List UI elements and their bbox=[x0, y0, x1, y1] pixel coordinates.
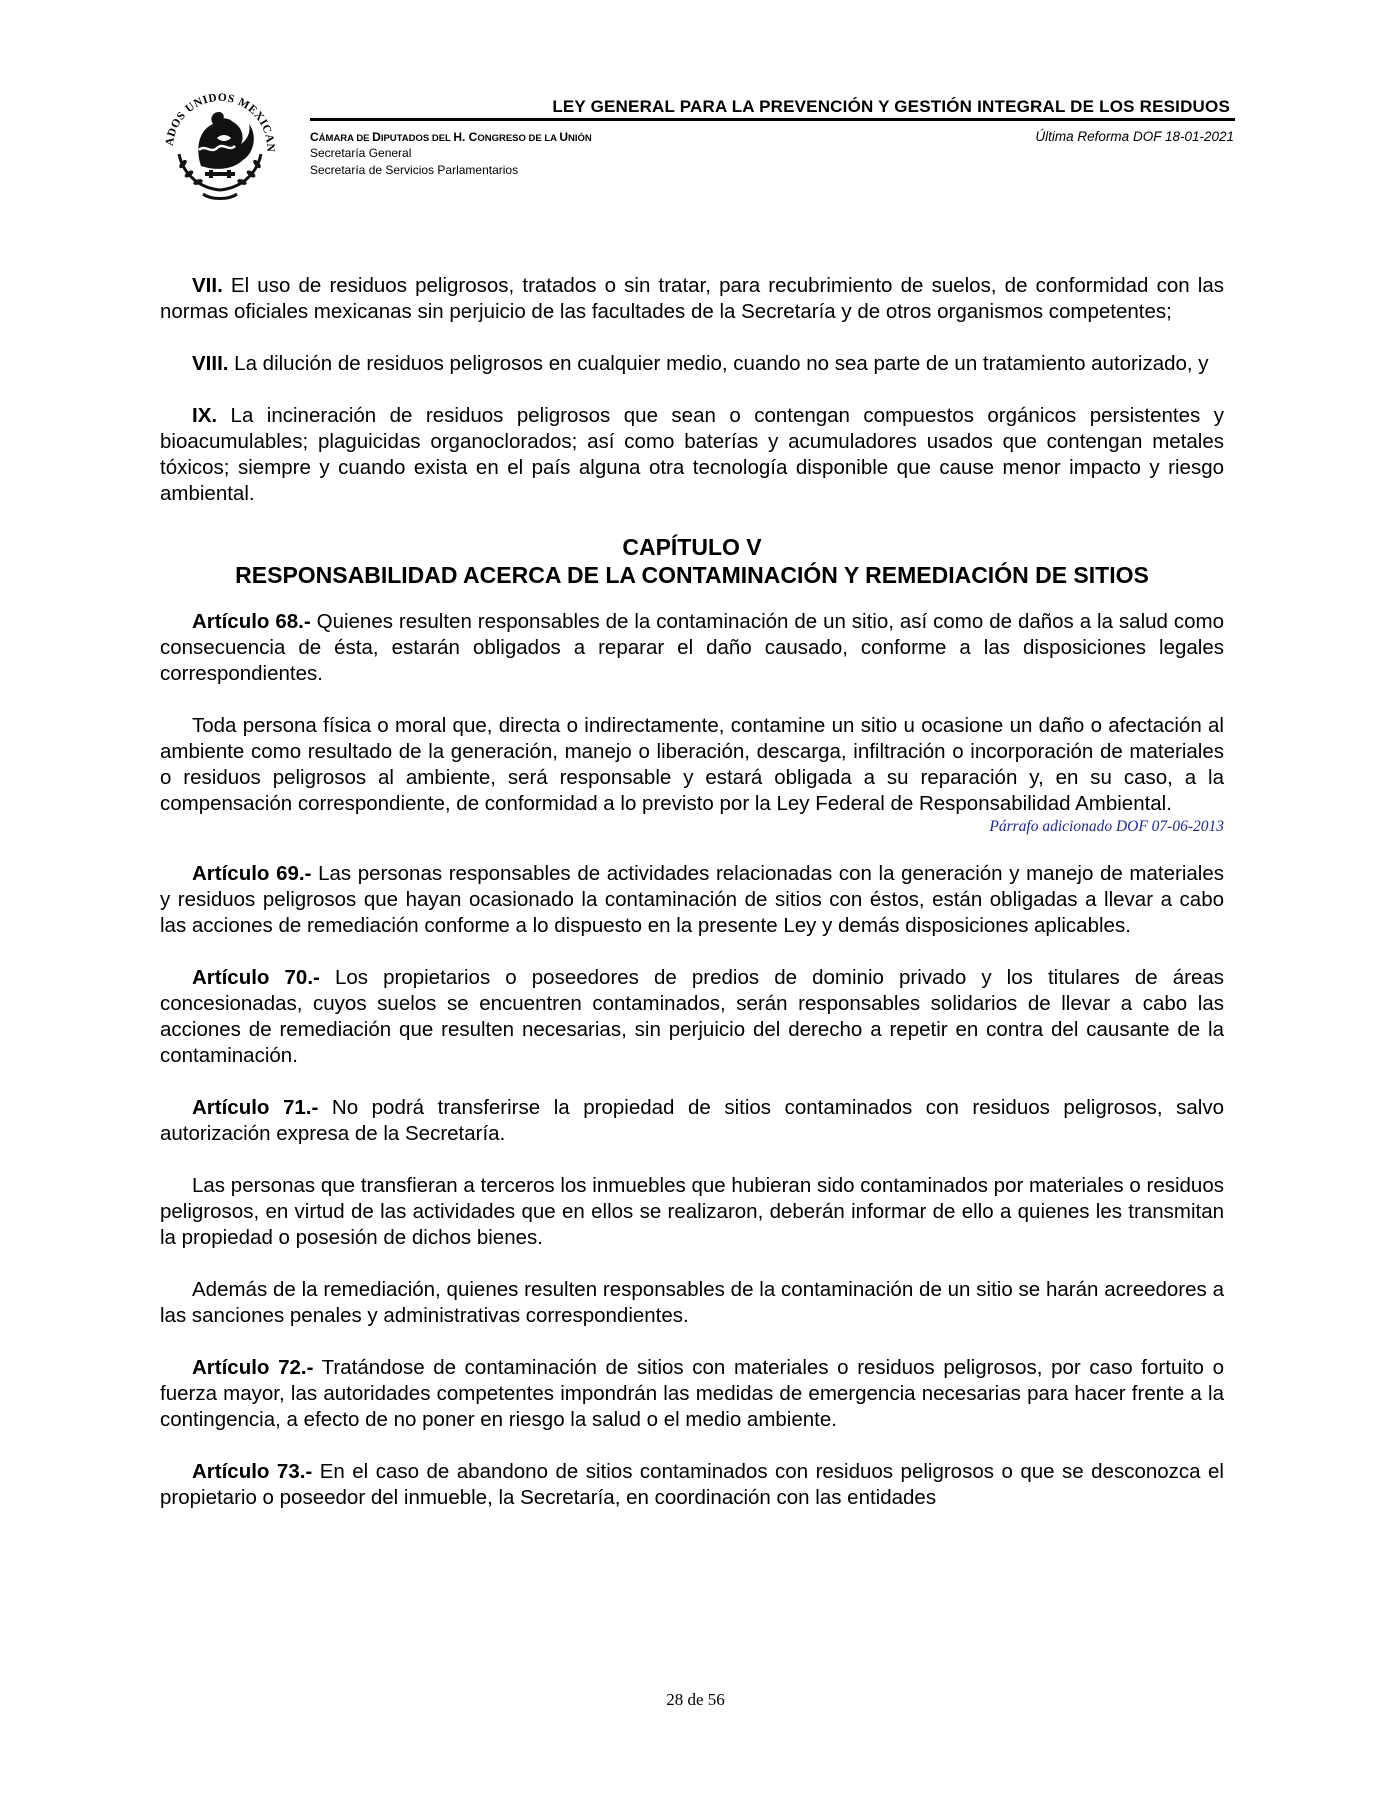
article-70: Artículo 70.- Los propietarios o poseedores de predios de dominio privado y los titulares de áreas concesionadas, cuyos suelos se encuentren contaminados, serán responsables solidarios de llevar a cabo las acciones de remediación que resulten necesarias, sin perjuicio del derecho a repetir en contra del causante de la contaminación. bbox=[160, 966, 1224, 1067]
article-73: Artículo 73.- En el caso de abandono de sitios contaminados con residuos peligrosos o que se desconozca el propietario o poseedor del inmueble, la Secretaría, en coordinación con las entidades bbox=[160, 1460, 1224, 1509]
national-seal-logo bbox=[155, 78, 285, 208]
article-71-label: Artículo 71.- bbox=[192, 1096, 319, 1119]
page-number: 28 de 56 bbox=[666, 1690, 725, 1709]
chapter-heading bbox=[160, 533, 1224, 589]
article-68-label: Artículo 68.- bbox=[192, 610, 311, 633]
parliamentary-services: Secretaría de Servicios Parlamentarios bbox=[310, 163, 519, 177]
amendment-note: Párrafo adicionado DOF 07-06-2013 bbox=[989, 818, 1224, 835]
fraction-ix: IX. La incineración de residuos peligrosos que sean o contengan compuestos orgánicos persistentes y bioacumulables; plaguicidas organoclorados; así como baterías y acumuladores usados que contengan metales tóxicos; siempre y cuando exista en el país alguna otra tecnología disponible que cause menor impacto y riesgo ambiental. bbox=[160, 404, 1224, 505]
article-71-paragraph-2: Las personas que transfieran a terceros los inmuebles que hubieran sido contaminados por materiales o residuos peligrosos, en virtud de las actividades que en ellos se realizaron, deberán informar de ello a quienes les transmitan la propiedad o posesión de dichos bienes. bbox=[160, 1174, 1224, 1249]
fraction-viii-label: VIII. bbox=[192, 352, 229, 375]
secretariat-general: Secretaría General bbox=[310, 146, 412, 160]
article-69: Artículo 69.- Las personas responsables de actividades relacionadas con la generación y manejo de materiales y residuos peligrosos que hayan ocasionado la contaminación de sitios con éstos, están obligadas a llevar a cabo las acciones de remediación conforme a lo dispuesto en la presente Ley y demás disposiciones aplicables. bbox=[160, 862, 1224, 937]
chapter-title: RESPONSABILIDAD ACERCA DE LA CONTAMINACIÓN Y REMEDIACIÓN DE SITIOS bbox=[235, 562, 1149, 588]
chamber-name: CÁMARA DE DIPUTADOS DEL H. CONGRESO DE LA UNIÓN bbox=[310, 130, 592, 144]
fraction-ix-label: IX. bbox=[192, 404, 218, 427]
article-68-paragraph-2: Toda persona física o moral que, directa o indirectamente, contamine un sitio u ocasione un daño o afectación al ambiente como resultado de la generación, manejo o liberación, descarga, infiltración o incorporación de materiales o residuos peligrosos al ambiente, será responsable y estará obligada a su reparación y, en su caso, a la compensación correspondiente, de conformidad a lo previsto por la Ley Federal de Responsabilidad Ambiental. bbox=[160, 714, 1224, 815]
article-68: Artículo 68.- Quienes resulten responsables de la contaminación de un sitio, así como de daños a la salud como consecuencia de ésta, estarán obligados a reparar el daño causado, conforme a las disposiciones legales correspondientes. bbox=[160, 610, 1224, 685]
chapter-number: CAPÍTULO V bbox=[622, 534, 762, 560]
fraction-vii: VII. El uso de residuos peligrosos, tratados o sin tratar, para recubrimiento de suelos, de conformidad con las normas oficiales mexicanas sin perjuicio de las facultades de la Secretaría y de otros organismos competentes; bbox=[160, 274, 1224, 323]
fraction-viii: VIII. La dilución de residuos peligrosos en cualquier medio, cuando no sea parte de un tratamiento autorizado, y bbox=[192, 352, 1209, 375]
document-body bbox=[160, 273, 1224, 1511]
article-69-label: Artículo 69.- bbox=[192, 862, 312, 885]
article-72: Artículo 72.- Tratándose de contaminación de sitios con materiales o residuos peligrosos, por caso fortuito o fuerza mayor, las autoridades competentes impondrán las medidas de emergencia necesarias para hacer frente a la contingencia, a efecto de no poner en riesgo la salud o el medio ambiente. bbox=[160, 1356, 1224, 1431]
article-70-label: Artículo 70.- bbox=[192, 966, 320, 989]
last-reform-date: Última Reforma DOF 18-01-2021 bbox=[1035, 129, 1234, 144]
header-rule bbox=[310, 118, 1235, 121]
article-73-label: Artículo 73.- bbox=[192, 1460, 313, 1483]
article-72-label: Artículo 72.- bbox=[192, 1356, 314, 1379]
article-71: Artículo 71.- No podrá transferirse la propiedad de sitios contaminados con residuos peligrosos, salvo autorización expresa de la Secretaría. bbox=[160, 1096, 1224, 1145]
fraction-vii-label: VII. bbox=[192, 274, 223, 297]
svg-text:ESTADOS UNIDOS MEXICANOS: ADOS UNIDOS MEXICAN bbox=[163, 91, 277, 153]
document-title: LEY GENERAL PARA LA PREVENCIÓN Y GESTIÓN INTEGRAL DE LOS RESIDUOS bbox=[552, 97, 1230, 116]
article-71-paragraph-3: Además de la remediación, quienes resulten responsables de la contaminación de un sitio se harán acreedores a las sanciones penales y administrativas correspondientes. bbox=[160, 1278, 1224, 1327]
